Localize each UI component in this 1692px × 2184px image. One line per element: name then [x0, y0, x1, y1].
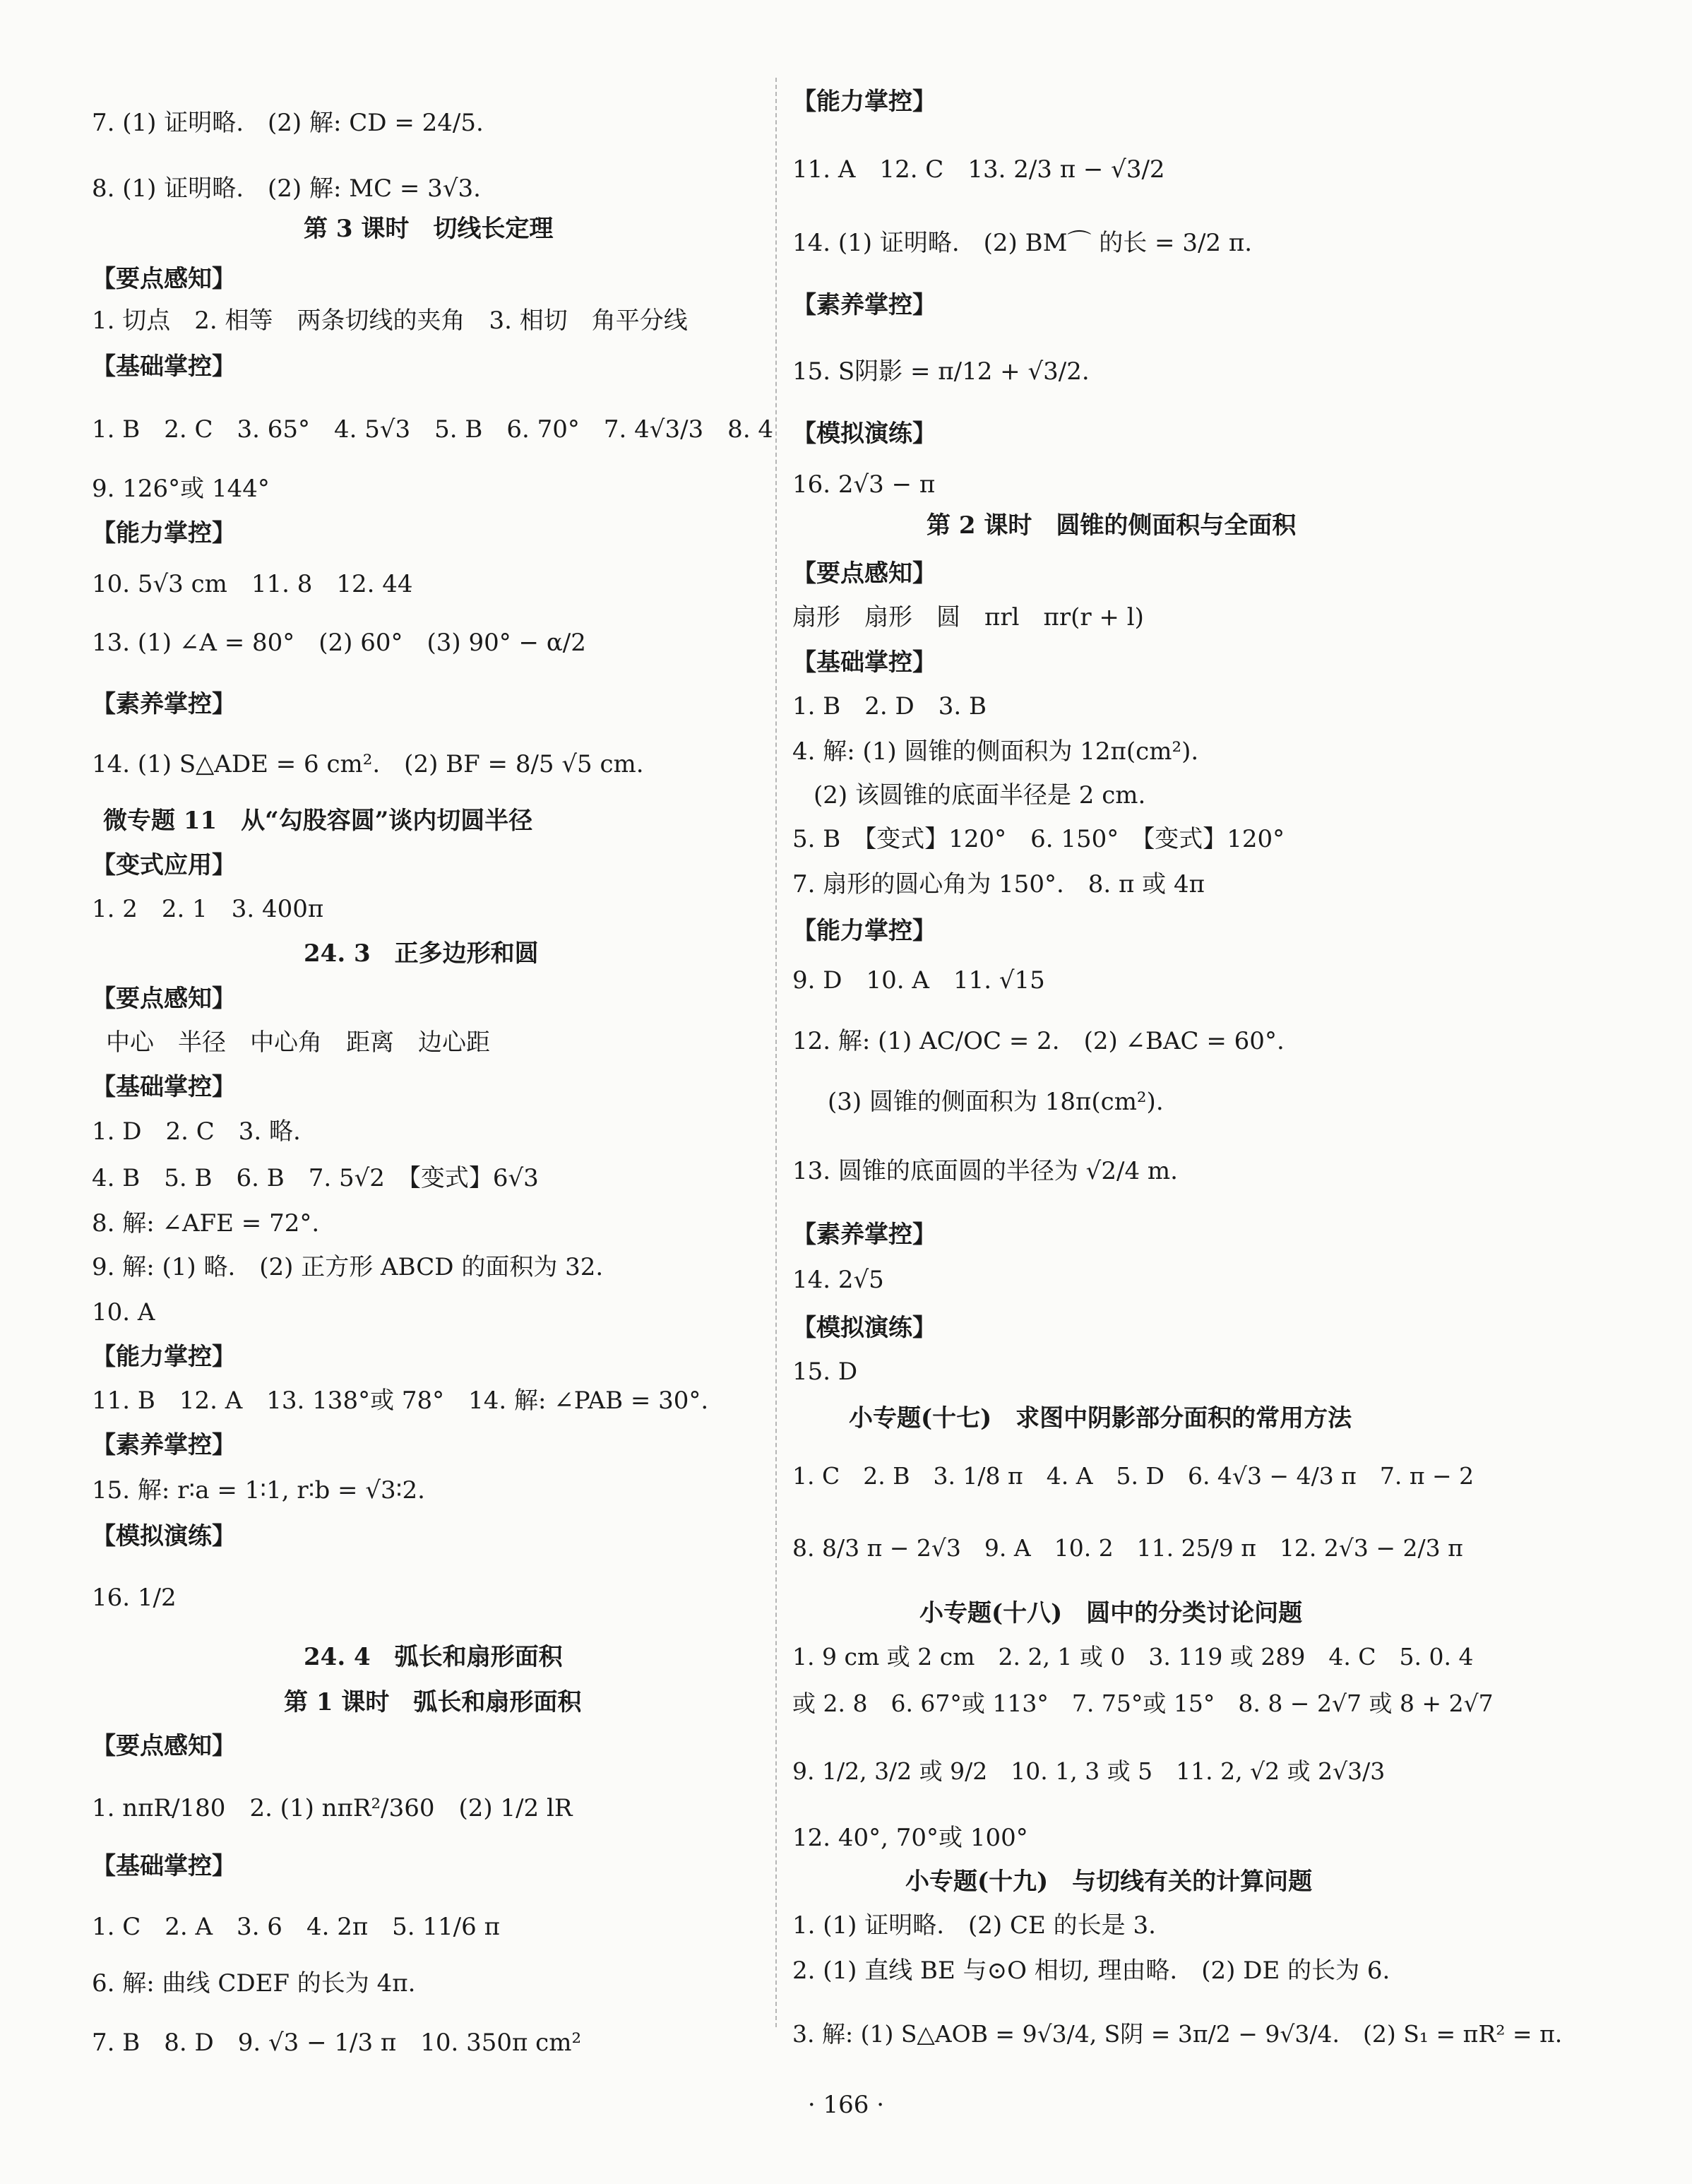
topic-title: 小专题(十九) 与切线有关的计算问题 [905, 1868, 1313, 1896]
answer-line: 6. 解: 曲线 CDEF 的长为 4π. [92, 1969, 416, 1998]
section-heading: 【素养掌控】 [792, 1221, 936, 1249]
topic-title: 小专题(十七) 求图中阴影部分面积的常用方法 [849, 1404, 1352, 1432]
answer-line: 1. 2 2. 1 3. 400π [92, 895, 324, 923]
answer-line: 3. 解: (1) S△AOB = 9√3/4, S阴 = 3π/2 − 9√3/4. (2) S₁ = πR² = π. [792, 2020, 1563, 2048]
answer-line: 9. 1/2, 3/2 或 9/2 10. 1, 3 或 5 11. 2, √2 或 2√3/3 [792, 1757, 1386, 1785]
answer-line: 13. (1) ∠A = 80° (2) 60° (3) 90° − α/2 [92, 629, 586, 657]
answer-line: 9. D 10. A 11. √15 [792, 966, 1045, 995]
answer-line: 1. C 2. A 3. 6 4. 2π 5. 11/6 π [92, 1913, 500, 1941]
lesson-title: 第 3 课时 切线长定理 [304, 215, 554, 243]
answer-line: 中心 半径 中心角 距离 边心距 [106, 1028, 490, 1057]
answer-line: 15. D [792, 1358, 858, 1386]
section-heading: 【要点感知】 [92, 985, 236, 1013]
answer-line: 8. (1) 证明略. (2) 解: MC = 3√3. [92, 174, 481, 203]
answer-line: 9. 126°或 144° [92, 475, 270, 503]
section-heading: 【能力掌控】 [792, 917, 936, 945]
answer-line: 15. 解: r∶a = 1∶1, r∶b = √3∶2. [92, 1476, 425, 1505]
answer-line: 或 2. 8 6. 67°或 113° 7. 75°或 15° 8. 8 − 2√7 或 8 + 2√7 [792, 1690, 1494, 1717]
section-heading: 【要点感知】 [92, 265, 236, 293]
section-heading: 【模拟演练】 [792, 420, 936, 448]
section-heading: 【模拟演练】 [792, 1314, 936, 1342]
chapter-title: 24. 4 弧长和扇形面积 [304, 1643, 563, 1671]
answer-line: 8. 解: ∠AFE = 72°. [92, 1209, 320, 1238]
section-heading: 【能力掌控】 [92, 519, 236, 547]
section-heading: 【素养掌控】 [92, 690, 236, 718]
section-heading: 【基础掌控】 [792, 648, 936, 677]
answer-line: 9. 解: (1) 略. (2) 正方形 ABCD 的面积为 32. [92, 1253, 604, 1281]
answer-line: 14. (1) 证明略. (2) BM⌒ 的长 = 3/2 π. [792, 229, 1253, 257]
answer-line: 15. S阴影 = π/12 + √3/2. [792, 357, 1090, 386]
answer-line: 4. B 5. B 6. B 7. 5√2 【变式】6√3 [92, 1164, 539, 1192]
answer-line: 11. B 12. A 13. 138°或 78° 14. 解: ∠PAB = 30°. [92, 1387, 709, 1415]
answer-line: 12. 解: (1) AC/OC = 2. (2) ∠BAC = 60°. [792, 1027, 1285, 1055]
answer-line: 1. 切点 2. 相等 两条切线的夹角 3. 相切 角平分线 [92, 307, 688, 335]
answer-line: 10. 5√3 cm 11. 8 12. 44 [92, 570, 413, 598]
section-heading: 【模拟演练】 [92, 1522, 236, 1550]
answer-line: 16. 2√3 − π [792, 470, 936, 499]
column-divider [775, 78, 777, 2027]
answer-line: 7. (1) 证明略. (2) 解: CD = 24/5. [92, 109, 484, 137]
answer-line: 7. 扇形的圆心角为 150°. 8. π 或 4π [792, 870, 1205, 898]
answer-line: (2) 该圆锥的底面半径是 2 cm. [814, 781, 1146, 809]
topic-title: 小专题(十八) 圆中的分类讨论问题 [919, 1599, 1303, 1627]
section-heading: 【素养掌控】 [792, 291, 936, 319]
answer-line: 14. (1) S△ADE = 6 cm². (2) BF = 8/5 √5 cm. [92, 750, 644, 778]
answer-line: 13. 圆锥的底面圆的半径为 √2/4 m. [792, 1157, 1178, 1185]
answer-line: 10. A [92, 1298, 155, 1327]
answer-line: 1. B 2. C 3. 65° 4. 5√3 5. B 6. 70° 7. 4√3/3 8. 4 [92, 415, 774, 444]
section-heading: 【素养掌控】 [92, 1431, 236, 1459]
answer-line: 1. nπR/180 2. (1) nπR²/360 (2) 1/2 lR [92, 1794, 573, 1822]
answer-line: 1. B 2. D 3. B [792, 692, 987, 720]
answer-line: (3) 圆锥的侧面积为 18π(cm²). [828, 1088, 1164, 1116]
section-heading: 【基础掌控】 [92, 1852, 236, 1880]
answer-line: 8. 8/3 π − 2√3 9. A 10. 2 11. 25/9 π 12. 2√3 − 2/3 π [792, 1534, 1463, 1562]
answer-line: 14. 2√5 [792, 1266, 884, 1294]
answer-line: 7. B 8. D 9. √3 − 1/3 π 10. 350π cm² [92, 2029, 582, 2057]
topic-title: 微专题 11 从“勾股容圆”谈内切圆半径 [103, 807, 533, 835]
answer-line: 1. C 2. B 3. 1/8 π 4. A 5. D 6. 4√3 − 4/3 π 7. π − 2 [792, 1462, 1474, 1490]
answer-line: 1. (1) 证明略. (2) CE 的长是 3. [792, 1911, 1156, 1940]
section-heading: 【变式应用】 [92, 851, 236, 879]
section-heading: 【要点感知】 [792, 559, 936, 588]
answer-line: 1. D 2. C 3. 略. [92, 1117, 301, 1146]
answer-line: 扇形 扇形 圆 πrl πr(r + l) [792, 603, 1144, 631]
section-heading: 【基础掌控】 [92, 352, 236, 381]
chapter-title: 24. 3 正多边形和圆 [304, 939, 539, 968]
lesson-title: 第 2 课时 圆锥的侧面积与全面积 [927, 511, 1297, 540]
section-heading: 【要点感知】 [92, 1732, 236, 1760]
answer-line: 4. 解: (1) 圆锥的侧面积为 12π(cm²). [792, 737, 1199, 766]
answer-line: 12. 40°, 70°或 100° [792, 1824, 1028, 1852]
section-heading: 【能力掌控】 [92, 1343, 236, 1371]
section-heading: 【基础掌控】 [92, 1073, 236, 1101]
answer-line: 11. A 12. C 13. 2/3 π − √3/2 [792, 155, 1165, 184]
section-heading: 【能力掌控】 [792, 88, 936, 116]
lesson-title: 第 1 课时 弧长和扇形面积 [284, 1688, 582, 1716]
page-number: · 166 · [807, 2091, 885, 2119]
answer-line: 5. B 【变式】120° 6. 150° 【变式】120° [792, 825, 1285, 853]
answer-line: 1. 9 cm 或 2 cm 2. 2, 1 或 0 3. 119 或 289 4. C 5. 0. 4 [792, 1643, 1474, 1670]
answer-line: 2. (1) 直线 BE 与⊙O 相切, 理由略. (2) DE 的长为 6. [792, 1957, 1390, 1985]
answer-line: 16. 1/2 [92, 1584, 177, 1612]
